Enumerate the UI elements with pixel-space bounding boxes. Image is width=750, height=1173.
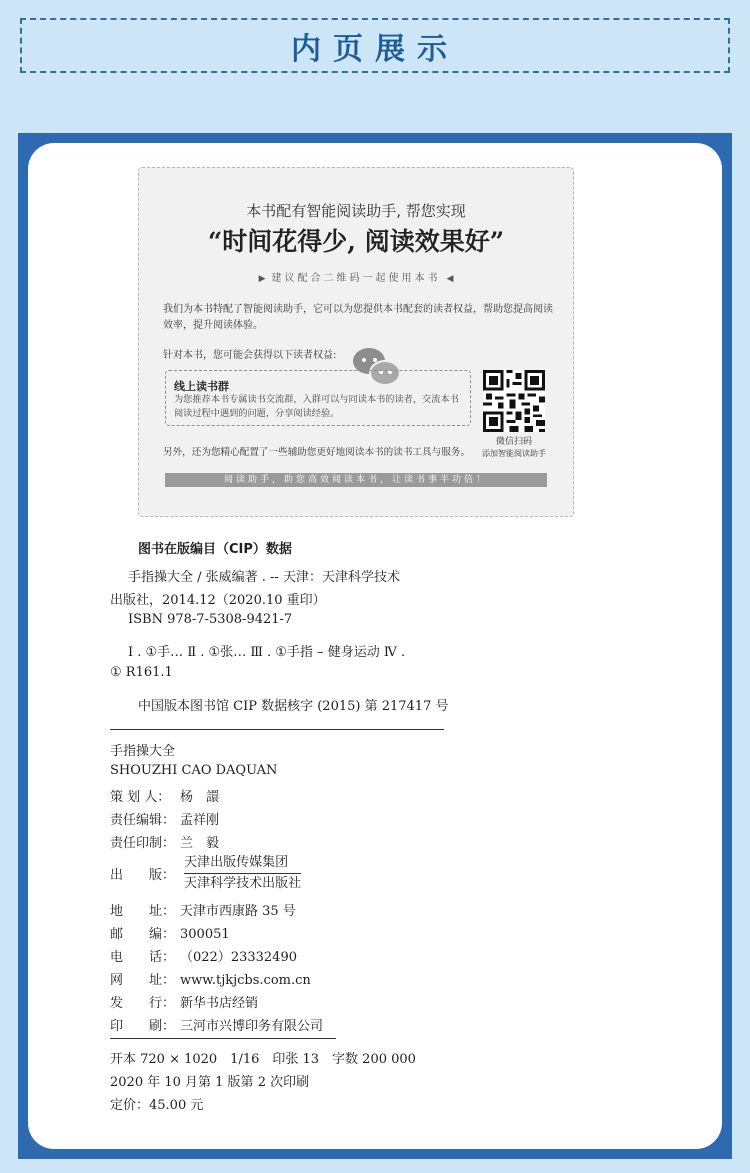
field-label: 电 话： (110, 950, 176, 965)
field-value: 三河市兴博印务有限公司 (180, 1019, 324, 1034)
field-value: 孟祥刚 (180, 813, 220, 828)
field-label: 邮 编： (110, 927, 176, 942)
edition-line: 2020 年 10 月第 1 版第 2 次印刷 (110, 1075, 310, 1090)
price-line: 定价：45.00 元 (110, 1098, 204, 1113)
field-label: 策 划 人： (110, 790, 171, 805)
field-label: 地 址： (110, 904, 176, 919)
reading-assistant-insert (138, 167, 574, 517)
cip-record: 中国版本图书馆 CIP 数据核字 (2015) 第 217417 号 (138, 699, 449, 714)
editor-row (110, 809, 219, 828)
field-label: 责任编辑： (110, 813, 176, 828)
cip-heading: 图书在版编目（CIP）数据 (138, 542, 292, 557)
field-label: 责任印制： (110, 836, 176, 851)
qr-code-icon[interactable] (483, 370, 545, 432)
feature-title: 线上读书群 (174, 380, 229, 393)
header-title: 内页展示 (291, 31, 459, 67)
field-value: 300051 (180, 927, 230, 942)
publisher-house: 天津科学技术出版社 (184, 876, 302, 891)
page-frame (18, 133, 732, 1159)
insert-intro: 我们为本书特配了智能阅读助手，它可以为您提供本书配套的读者权益，帮助您提高阅读效率，提升阅读体验。 (163, 304, 553, 331)
publisher-stack (184, 853, 301, 894)
insert-hint (139, 269, 573, 284)
qr-caption (471, 436, 557, 460)
cip-classification-2: ① R161.1 (110, 665, 173, 680)
insert-extra: 另外，还为您精心配置了一些辅助您更好地阅读本书的读书工具与服务。 (163, 447, 470, 458)
field-label: 出 版： (110, 868, 176, 883)
book-title: 手指操大全 (110, 744, 176, 759)
printer-row (110, 1015, 323, 1034)
cip-line-1: 手指操大全 / 张威编著 . -- 天津：天津科学技术 (128, 570, 400, 585)
qr-caption-title: 微信扫码 (495, 437, 532, 447)
field-label: 印 刷： (110, 1019, 176, 1034)
field-value: （022）23332490 (180, 950, 297, 965)
phone-row (110, 946, 297, 965)
insert-hint-text: 建议配合二维码一起使用本书 (271, 273, 441, 284)
divider (110, 729, 444, 730)
field-label: 网 址： (110, 973, 176, 988)
qr-caption-sub: 添加智能阅读助手 (482, 449, 546, 458)
book-pinyin: SHOUZHI CAO DAQUAN (110, 763, 278, 778)
publisher-row (110, 853, 301, 894)
print-manager-row (110, 832, 219, 851)
cip-line-2: 出版社，2014.12（2020.10 重印） (110, 593, 326, 608)
divider (110, 1038, 336, 1039)
field-value: 兰 毅 (180, 836, 220, 851)
website-row (110, 969, 311, 988)
feature-text: 为您推荐本书专属读书交流群，入群可以与同读本书的读者，交流本书阅读过程中遇到的问题，分享阅读经验。 (174, 394, 459, 419)
field-value: 天津市西康路 35 号 (180, 904, 296, 919)
field-value: 杨 譞 (180, 790, 220, 805)
insert-slogan: “时间花得少, 阅读效果好” (207, 227, 505, 256)
address-row (110, 900, 296, 919)
website-link[interactable]: www.tjkjcbs.com.cn (180, 973, 311, 988)
triangle-left-icon: ◀ (446, 274, 454, 284)
planner-row (110, 786, 219, 805)
format-line: 开本 720 × 1020 1/16 印张 13 字数 200 000 (110, 1052, 416, 1067)
cip-classification-1: Ⅰ . ①手… Ⅱ . ①张… Ⅲ . ①手指 – 健身运动 Ⅳ . (128, 645, 406, 660)
cip-isbn: ISBN 978-7-5308-9421-7 (128, 612, 293, 627)
page-panel (28, 143, 722, 1149)
insert-banner: 阅读助手，助您高效阅读本书，让读书事半功倍！ (165, 473, 547, 487)
publisher-group: 天津出版传媒集团 (184, 853, 301, 874)
insert-lead: 本书配有智能阅读助手, 帮您实现 (246, 202, 466, 220)
insert-benefits-intro: 针对本书，您可能会获得以下读者权益: (163, 350, 337, 361)
postcode-row (110, 923, 230, 942)
header-banner (20, 18, 730, 73)
distribution-row (110, 992, 258, 1011)
triangle-right-icon: ▶ (258, 274, 266, 284)
feature-box (165, 370, 471, 426)
field-label: 发 行： (110, 996, 176, 1011)
field-value: 新华书店经销 (180, 996, 259, 1011)
